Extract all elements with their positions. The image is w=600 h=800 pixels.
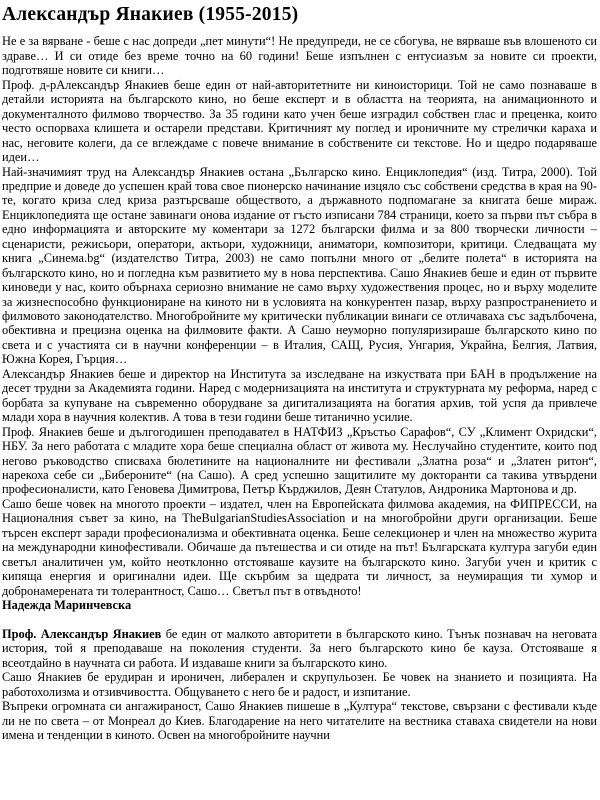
author-signature: Надежда Маринчевска [2, 598, 132, 613]
obituary-section [2, 34, 597, 598]
paragraph-text: Сашо Янакиев бе ерудиран и ироничен, либерален и скрупульозен. Бе човек на знанието и позицията. На работохолизма и отзивчивостта. Общуването с него бе и радост, и изпитание. [2, 670, 597, 699]
signature-block [2, 598, 597, 612]
paragraph [2, 670, 597, 699]
paragraph [2, 34, 597, 77]
paragraph [2, 627, 597, 670]
page-title: Александър Янакиев (1955-2015) [2, 4, 299, 25]
paragraph-text: Проф. Янакиев беше и дългогодишен преподавател в НАТФИЗ „Кръстьо Сарафов“, СУ „Климент Охридски“, НБУ. За него работата с младите хора беше специална област от живота му. Неслучайно студентите, които под негово ръководство списваха бюлетините на националните ни фестивали „Златна роза“ и „Златен ритон“, нарекоха себе си „Бибероните“ (на Сашо). А сред успешно защитилите му докторанти са такива утвърдени професионалисти, като Геновева Димитрова, Петър Кърджилов, Деян Статулов, Андроника Мартонова и др. [2, 424, 597, 497]
paragraph-text: Въпреки огромната си ангажираност, Сашо Янакиев пишеше в „Култура“ текстове, свързани с фестивали къде ли не по света – от Монреал до Киев. Благодарение на него читателите на вестника ставаха свидетели на нови имена и тенденции в киното. Освен на многобройните научни [2, 699, 597, 743]
paragraph-text: Сашо беше човек на многото проекти – издател, член на Европейската филмова академия, на ФИПРЕССИ, на Националния съвет за кино, на TheBulgarianStudiesAssociation и на многобройни други организации. Беше търсен експерт заради професионализма и обективната оценка. Беше селекционер и член на множество журита на международни кинофестивали. Обичаше да пътешества и си отиде на път! Българската култура загуби един светъл аналитичен ум, който неотклонно отстояваше каузите на българското кино. Загуби учен и критик с кипяща енергия и оригинални идеи. Ще скърбим за щедрата ти личност, за неумиращия ти хумор и добронамерената ти толерантност, Сашо… Светъл път в отвъдното! [2, 496, 597, 598]
paragraph [2, 497, 597, 598]
paragraph [2, 367, 597, 425]
paragraph [2, 165, 597, 367]
paragraph [2, 699, 597, 742]
paragraph-text: Александър Янакиев беше и директор на Института за изследване на изкуствата при БАН в продължение на десет трудни за Академията години. Наред с модернизацията на института и структурната му реформа, наред с борбата за купуване на съвременно оборудване за дигитализацията на богатия архив, той успя да привлече млади хора в научния колектив. А това в тези години беше титанично усилие. [2, 366, 597, 425]
paragraph-text: Не е за вярване - беше с нас допреди „пет минути“! Не предупреди, не се сбогува, не вярваше във влошеното си здраве… И си отиде без време точно на 60 години! Беше изпълнен с ентусиазъм за новите си проекти, подготвяше новите си книги… [2, 34, 597, 78]
paragraph-lead: Проф. Александър Янакиев [2, 626, 162, 641]
blank-line [2, 613, 597, 627]
paragraph-text: бе един от малкото авторитети в българското кино. Тънък познавач на неговата история, той я преподаваше на поколения студенти. За него българското кино бе кауза. Отстояваше я всеотдайно в научната си работа. И издаваше книги за българското кино. [2, 626, 597, 670]
paragraph-text: Най-значимият труд на Александър Янакиев остана „Българско кино. Енциклопедия“ (изд. Титра, 2000). Той предприе и доведе до успешен край това свое пионерско начинание изцяло със собствени средства в края на 90-те, когато криза след криза разтърсваше обществото, а държавното подпомагане за книгата беше мираж. Енциклопедията ще остане завинаги онова издание от гъсто изписани 784 страници, което за първи път събра в едно информацията и авторските му коментари за 1272 български филма и за 800 творчески личности – сценаристи, режисьори, оператори, актьори, художници, аниматори, композитори, критици. Следващата му книга „Синема.bg“ (издателство Титра, 2003) не само попълни много от „белите полета“ в историята на българското кино, но и погледна към развитието му в нова перспектива. Сашо Янакиев беше и един от първите киноведи у нас, които обърнаха сериозно внимание не само върху художествения процес, но и върху моделите за жизнеспособно функциониране на киното ни в условията на конкурентен пазар, върху разпространението и филмовото законодателство. Многобройните му критически публикации винаги се отличаваха със задълбочена, обективна и прецизна оценка на филмовите факти. А Сашо неуморно популяризираше българското кино по света и с участията си в научни конференции – в Италия, САЩ, Русия, Унгария, Украйна, Белгия, Латвия, Южна Корея, Гърция… [2, 164, 597, 367]
tribute-section [2, 627, 597, 743]
paragraph [2, 425, 597, 497]
paragraph [2, 78, 597, 165]
paragraph-text: Проф. д-рАлександър Янакиев беше един от най-авторитетните ни киноисторици. Той не само познаваше в детайли историята на българското кино, но беше експерт и в областта на теорията, на анимационното и документалното филмово творчество. За 35 години като учен беше изградил собствен глас и преценка, които често оспорваха клишета и остарели представи. Критичният му поглед и ироничните му стрелички караха и нас, неговите колеги, да се вглеждаме с повече внимание в собствените си текстове. Но и щедро подаряваше идеи… [2, 77, 597, 165]
